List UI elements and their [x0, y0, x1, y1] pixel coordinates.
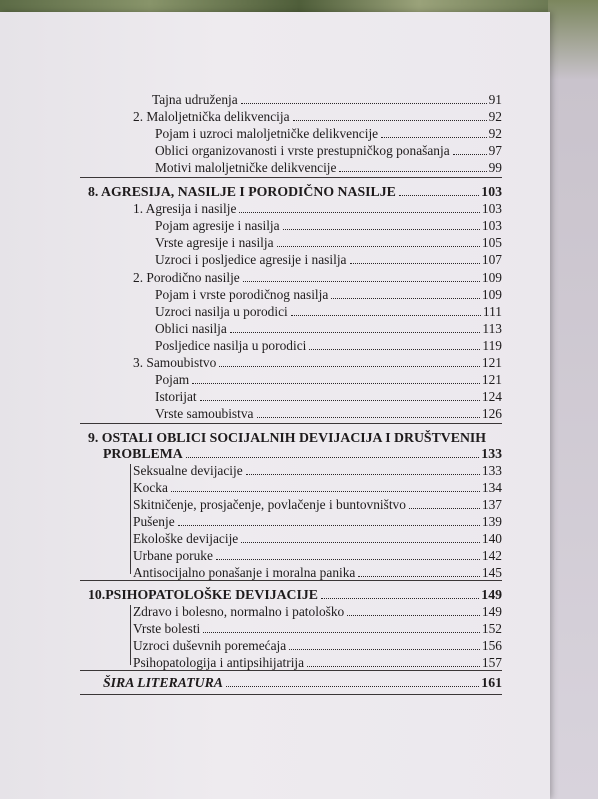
toc-entry — [155, 160, 502, 176]
toc-entry-label: Skitničenje, prosjačenje, povlačenje i buntovništvo — [133, 497, 406, 512]
toc-entry-label: Oblici nasilja — [155, 321, 227, 336]
toc-entry-label: Oblici organizovanosti i vrste prestupničkog ponašanja — [155, 143, 450, 158]
table-of-contents — [0, 12, 550, 799]
toc-entry — [133, 355, 502, 371]
toc-entry — [133, 565, 502, 581]
toc-entry-label: Vrste samoubistva — [155, 406, 254, 421]
dot-leader — [291, 314, 481, 316]
dot-leader — [347, 614, 480, 616]
toc-entry-label: 1. Agresija i nasilje — [133, 201, 237, 216]
toc-entry-page: 157 — [481, 655, 502, 670]
toc-chapter-heading — [103, 446, 502, 462]
toc-entry — [155, 372, 502, 388]
toc-entry-label: Pojam — [155, 372, 190, 387]
section-vertical-rule — [130, 605, 131, 665]
section-divider — [80, 580, 502, 581]
toc-entry-label: Urbane poruke — [133, 548, 213, 563]
toc-entry-page: 92 — [488, 109, 502, 124]
toc-entry-label: Uzroci nasilja u porodici — [155, 304, 288, 319]
dot-leader — [230, 331, 481, 333]
toc-entry-page: 91 — [488, 92, 502, 107]
toc-entry-label: Pojam i vrste porodičnog nasilja — [155, 287, 329, 302]
toc-entry-label: 2. Maloljetnička delikvencija — [133, 109, 290, 124]
toc-entry — [155, 143, 502, 159]
toc-entry-page: 161 — [481, 675, 502, 690]
toc-entry — [133, 463, 502, 479]
toc-entry — [133, 497, 502, 513]
toc-entry-label: Pušenje — [133, 514, 175, 529]
toc-entry-label: Tajna udruženja — [152, 92, 238, 107]
toc-entry-label: Uzroci i posljedice agresije i nasilja — [155, 252, 347, 267]
background-right — [548, 0, 598, 799]
toc-entry-page: 134 — [481, 480, 502, 495]
toc-entry-page: 140 — [481, 531, 502, 546]
toc-chapter-heading: 9. OSTALI OBLICI SOCIJALNIH DEVIJACIJA I DRUŠTVENIH — [88, 430, 487, 445]
toc-entry-label: Vrste agresije i nasilja — [155, 235, 274, 250]
dot-leader — [216, 558, 480, 560]
book-page — [0, 12, 550, 799]
toc-entry-page: 103 — [481, 201, 502, 216]
toc-entry-label: Istorijat — [155, 389, 197, 404]
toc-bibliography — [103, 675, 502, 691]
section-divider — [80, 670, 502, 671]
toc-entry — [155, 321, 502, 337]
dot-leader — [243, 280, 480, 282]
toc-chapter-heading — [88, 587, 502, 603]
toc-entry-page: 107 — [481, 252, 502, 267]
toc-entry-page: 137 — [481, 497, 502, 512]
toc-entry — [155, 252, 502, 268]
toc-entry — [133, 109, 502, 125]
toc-entry-page: 142 — [481, 548, 502, 563]
toc-entry-page: 139 — [481, 514, 502, 529]
dot-leader — [409, 507, 480, 509]
toc-entry-page: 124 — [481, 389, 502, 404]
toc-entry — [133, 201, 502, 217]
toc-entry-label: 3. Samoubistvo — [133, 355, 217, 370]
section-divider — [80, 423, 502, 424]
toc-entry-label: Zdravo i bolesno, normalno i patološko — [133, 604, 345, 619]
toc-entry-label: ŠIRA LITERATURA — [103, 675, 224, 690]
dot-leader — [171, 490, 480, 492]
dot-leader — [257, 416, 480, 418]
toc-entry-page: 103 — [481, 184, 502, 199]
toc-entry — [155, 389, 502, 405]
toc-entry-label: Vrste bolesti — [133, 621, 201, 636]
toc-entry-label: PROBLEMA — [103, 446, 183, 461]
dot-leader — [283, 228, 480, 230]
dot-leader — [307, 665, 480, 667]
dot-leader — [186, 456, 480, 458]
toc-entry — [155, 218, 502, 234]
dot-leader — [226, 685, 479, 687]
toc-entry — [133, 480, 502, 496]
toc-entry — [133, 655, 502, 671]
toc-entry — [152, 92, 502, 108]
toc-entry-page: 121 — [481, 355, 502, 370]
dot-leader — [358, 575, 480, 577]
toc-entry-page: 133 — [481, 446, 502, 461]
dot-leader — [200, 399, 480, 401]
toc-entry-page: 121 — [481, 372, 502, 387]
dot-leader — [246, 473, 480, 475]
toc-entry-label: Pojam agresije i nasilja — [155, 218, 280, 233]
toc-entry-label: Pojam i uzroci maloljetničke delikvencije — [155, 126, 379, 141]
toc-entry-label: 8. AGRESIJA, NASILJE I PORODIČNO NASILJE — [88, 184, 396, 199]
toc-entry — [155, 287, 502, 303]
toc-entry-label: Psihopatologija i antipsihijatrija — [133, 655, 305, 670]
dot-leader — [239, 211, 480, 213]
dot-leader — [293, 119, 487, 121]
dot-leader — [309, 348, 480, 350]
dot-leader — [381, 136, 487, 138]
dot-leader — [241, 541, 480, 543]
toc-entry-page: 149 — [481, 604, 502, 619]
toc-entry — [155, 126, 502, 142]
toc-entry-label: Kocka — [133, 480, 168, 495]
toc-entry — [133, 604, 502, 620]
toc-entry-page: 97 — [488, 143, 502, 158]
toc-entry — [133, 531, 502, 547]
toc-entry-page: 99 — [488, 160, 502, 175]
toc-entry — [133, 514, 502, 530]
dot-leader — [453, 153, 487, 155]
toc-entry — [155, 338, 502, 354]
section-vertical-rule — [130, 464, 131, 574]
toc-entry-page: 111 — [482, 304, 502, 319]
toc-entry — [133, 270, 502, 286]
dot-leader — [350, 262, 480, 264]
toc-entry-page: 126 — [481, 406, 502, 421]
toc-entry-page: 145 — [481, 565, 502, 580]
toc-entry-label: 2. Porodično nasilje — [133, 270, 240, 285]
dot-leader — [277, 245, 480, 247]
toc-entry-label: Motivi maloljetničke delikvencije — [155, 160, 337, 175]
toc-entry-label: Posljedice nasilja u porodici — [155, 338, 307, 353]
toc-entry — [133, 638, 502, 654]
toc-entry-label: Uzroci duševnih poremećaja — [133, 638, 287, 653]
dot-leader — [289, 648, 480, 650]
dot-leader — [203, 631, 480, 633]
toc-chapter-heading — [88, 184, 502, 200]
toc-entry — [155, 235, 502, 251]
toc-entry-page: 152 — [481, 621, 502, 636]
section-divider — [80, 694, 502, 695]
toc-entry — [155, 304, 502, 320]
toc-entry-page: 156 — [481, 638, 502, 653]
toc-entry — [133, 548, 502, 564]
dot-leader — [192, 382, 480, 384]
toc-entry-page: 103 — [481, 218, 502, 233]
dot-leader — [321, 597, 479, 599]
toc-entry-page: 105 — [481, 235, 502, 250]
section-divider — [80, 177, 502, 178]
toc-entry-label: 10.PSIHOPATOLOŠKE DEVIJACIJE — [88, 587, 318, 602]
dot-leader — [339, 170, 486, 172]
toc-entry-page: 92 — [488, 126, 502, 141]
toc-entry-page: 133 — [481, 463, 502, 478]
toc-entry-label: Antisocijalno ponašanje i moralna panika — [133, 565, 356, 580]
toc-entry — [155, 406, 502, 422]
dot-leader — [178, 524, 480, 526]
dot-leader — [219, 365, 480, 367]
toc-entry-page: 119 — [482, 338, 502, 353]
toc-entry-page: 149 — [481, 587, 502, 602]
dot-leader — [399, 194, 479, 196]
toc-entry-label: Ekološke devijacije — [133, 531, 239, 546]
dot-leader — [241, 102, 487, 104]
toc-entry-label: Seksualne devijacije — [133, 463, 243, 478]
dot-leader — [331, 297, 480, 299]
toc-entry-page: 113 — [482, 321, 502, 336]
toc-entry-page: 109 — [481, 270, 502, 285]
toc-entry — [133, 621, 502, 637]
toc-entry-page: 109 — [481, 287, 502, 302]
